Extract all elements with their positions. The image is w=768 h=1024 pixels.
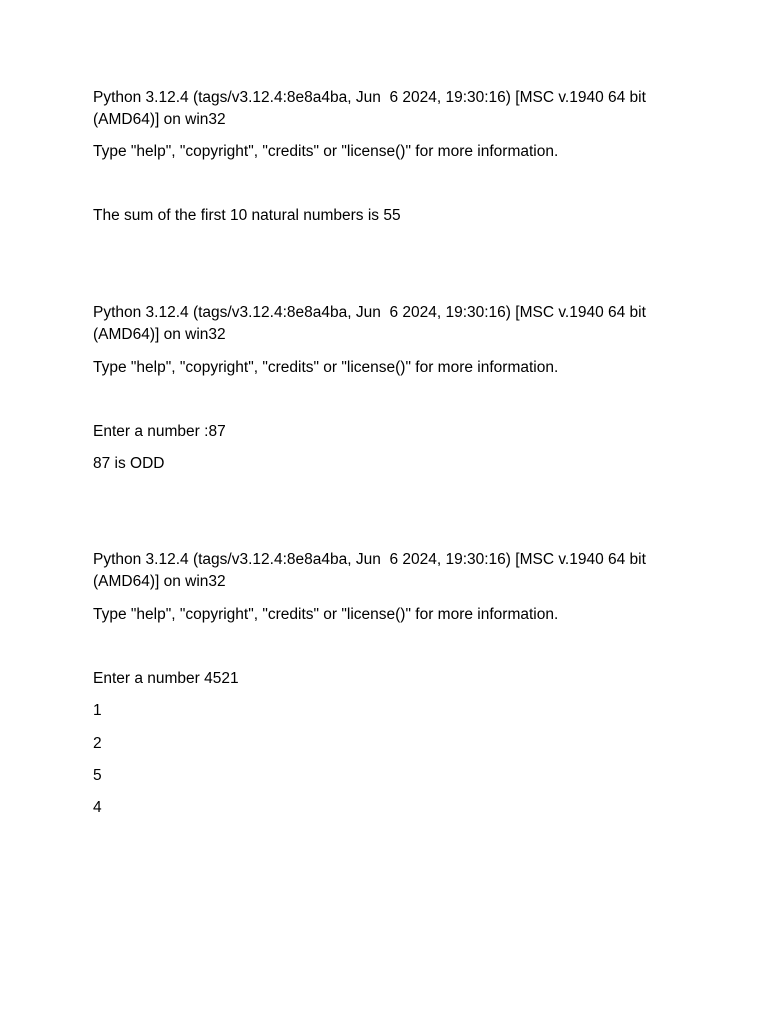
python-banner: Python 3.12.4 (tags/v3.12.4:8e8a4ba, Jun 6 2024, 19:30:16) [MSC v.1940 64 bit (AMD64)] on win32 [93, 304, 651, 343]
help-line: Type "help", "copyright", "credits" or "license()" for more information. [93, 606, 559, 623]
output-line: 87 is ODD [93, 455, 165, 472]
help-line: Type "help", "copyright", "credits" or "license()" for more information. [93, 143, 559, 160]
input-prompt-line: Enter a number :87 [93, 423, 226, 440]
output-digit-line: 1 [93, 702, 102, 719]
python-banner: Python 3.12.4 (tags/v3.12.4:8e8a4ba, Jun 6 2024, 19:30:16) [MSC v.1940 64 bit (AMD64)] on win32 [93, 89, 651, 128]
output-line: The sum of the first 10 natural numbers is 55 [93, 207, 401, 224]
python-banner: Python 3.12.4 (tags/v3.12.4:8e8a4ba, Jun 6 2024, 19:30:16) [MSC v.1940 64 bit (AMD64)] on win32 [93, 551, 651, 590]
output-digit-line: 5 [93, 767, 102, 784]
help-line: Type "help", "copyright", "credits" or "license()" for more information. [93, 359, 559, 376]
input-prompt-line: Enter a number 4521 [93, 670, 239, 687]
output-digit-line: 4 [93, 799, 102, 816]
output-digit-line: 2 [93, 735, 102, 752]
